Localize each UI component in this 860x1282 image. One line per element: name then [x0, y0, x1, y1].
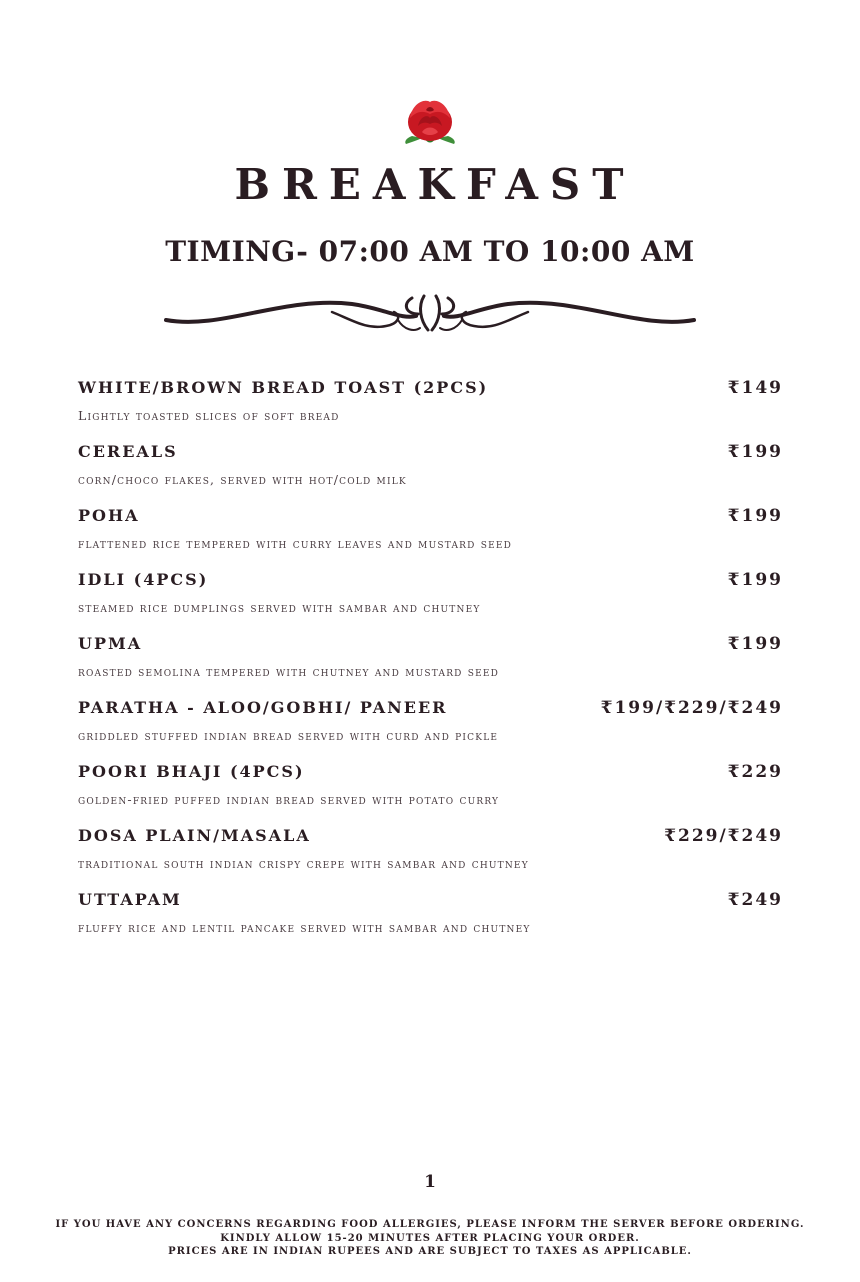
- menu-item-description: fluffy rice and lentil pancake served with sambar and chutney: [78, 920, 531, 935]
- menu-item-price: ₹229/₹249: [664, 826, 783, 846]
- menu-item-description: roasted semolina tempered with chutney and mustard seed: [78, 664, 500, 679]
- menu-item-description: steamed rice dumplings served with sambar and chutney: [78, 600, 481, 615]
- page-number: 1: [424, 1172, 436, 1192]
- menu-item-price: ₹199: [727, 506, 783, 526]
- menu-item: [78, 762, 783, 826]
- menu-item-description: traditional south indian crispy crepe with sambar and chutney: [78, 856, 529, 871]
- menu-item-price: ₹249: [727, 890, 783, 910]
- menu-item-description: Lightly toasted slices of soft bread: [78, 408, 340, 423]
- menu-item: [78, 890, 783, 954]
- menu-item-price: ₹199/₹229/₹249: [600, 698, 783, 718]
- menu-item-price: ₹199: [727, 634, 783, 654]
- menu-item-name: CEREALS: [78, 442, 178, 461]
- menu-item-name: UPMA: [78, 634, 143, 653]
- menu-item-name: POHA: [78, 506, 140, 525]
- menu-item: [78, 634, 783, 698]
- menu-item-description: corn/choco flakes, served with hot/cold milk: [78, 472, 407, 487]
- menu-item-description: flattened rice tempered with curry leaves and mustard seed: [78, 536, 513, 551]
- menu-item: [78, 826, 783, 890]
- footer-notice: [0, 1218, 860, 1259]
- rose-icon: [398, 92, 462, 152]
- menu-item-description: griddled stuffed indian bread served with curd and pickle: [78, 728, 499, 743]
- menu-item-price: ₹199: [727, 570, 783, 590]
- menu-item-name: PARATHA - ALOO/GOBHI/ PANEER: [78, 698, 448, 717]
- menu-item: [78, 506, 783, 570]
- footer-wait-line: KINDLY ALLOW 15-20 MINUTES AFTER PLACING YOUR ORDER.: [220, 1232, 640, 1244]
- menu-item-price: ₹149: [727, 378, 783, 398]
- footer-prices-line: PRICES ARE IN INDIAN RUPEES AND ARE SUBJECT TO TAXES AS APPLICABLE.: [168, 1246, 692, 1257]
- menu-item-price: ₹199: [727, 442, 783, 462]
- menu-item-name: UTTAPAM: [78, 890, 182, 909]
- menu-item: [78, 442, 783, 506]
- menu-item-name: POORI BHAJI (4PCS): [78, 762, 305, 781]
- ornamental-divider: [162, 290, 698, 338]
- footer-allergy-line: IF YOU HAVE ANY CONCERNS REGARDING FOOD ALLERGIES, PLEASE INFORM THE SERVER BEFORE ORDERING.: [55, 1219, 805, 1230]
- menu-item-name: DOSA PLAIN/MASALA: [78, 826, 311, 845]
- menu-item: [78, 698, 783, 762]
- menu-item-name: IDLI (4PCS): [78, 570, 209, 589]
- page-title: BREAKFAST: [234, 160, 636, 209]
- menu-item-name: WHITE/BROWN BREAD TOAST (2PCS): [78, 378, 489, 397]
- menu-item: [78, 570, 783, 634]
- menu-item: [78, 378, 783, 442]
- timing-text: TIMING- 07:00 AM TO 10:00 AM: [165, 235, 695, 268]
- menu-item-price: ₹229: [727, 762, 783, 782]
- menu-item-description: golden-fried puffed indian bread served with potato curry: [78, 792, 500, 807]
- menu-list: [78, 378, 783, 954]
